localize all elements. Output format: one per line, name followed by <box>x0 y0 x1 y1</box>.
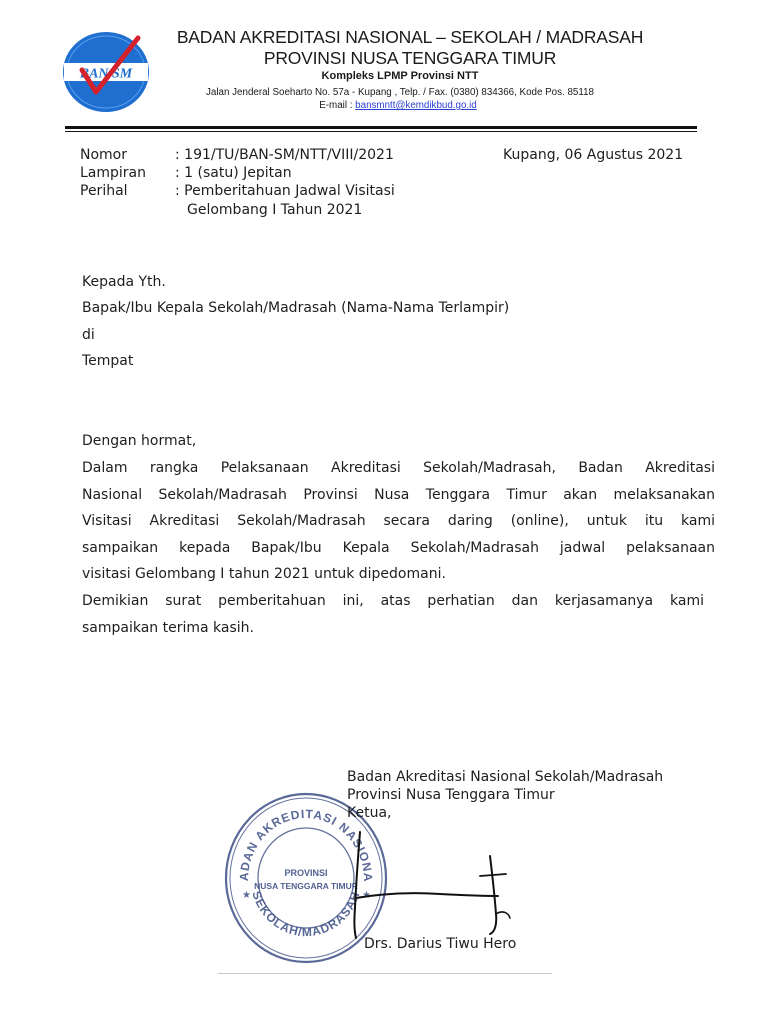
body-paragraph-1-line: Visitasi Akreditasi Sekolah/Madrasah secara daring (online), untuk itu kami <box>82 513 715 529</box>
email-label: E-mail : <box>319 100 356 111</box>
reference-value-perihal: : Pemberitahuan Jadwal Visitasi <box>175 183 395 199</box>
body-paragraph-1 <box>82 455 715 588</box>
stamp-outer-text: ADAN AKREDITASI NASIONA <box>236 806 376 883</box>
stamp-star-left: ★ <box>242 890 251 901</box>
body-paragraph-1-line: visitasi Gelombang I tahun 2021 untuk dipedomani. <box>82 566 446 582</box>
body-paragraph-2-line: sampaikan terima kasih. <box>82 619 254 636</box>
stamp-center-line1: PROVINSI <box>284 868 328 878</box>
reference-perihal-continued: Gelombang I Tahun 2021 <box>187 202 363 218</box>
signature-role: Ketua, <box>347 805 392 821</box>
email-link[interactable]: bansmntt@kemdikbud.go.id <box>355 100 477 111</box>
signatory-name: Drs. Darius Tiwu Hero <box>364 936 517 952</box>
letterhead-address: Jalan Jenderal Soeharto No. 57a - Kupang , Telp. / Fax. (0380) 834366, Kode Pos. 85118 <box>206 87 594 98</box>
body-paragraph-2 <box>82 588 715 641</box>
logo-text: BAN SM <box>79 66 133 82</box>
recipient-name: Bapak/Ibu Kepala Sekolah/Madrasah (Nama-Nama Terlampir) <box>82 300 510 316</box>
body-paragraph-1-line: Dalam rangka Pelaksanaan Akreditasi Sekolah/Madrasah, Badan Akreditasi <box>82 460 715 476</box>
recipient-place: Tempat <box>82 353 134 369</box>
signature-org-line2: Provinsi Nusa Tenggara Timur <box>347 787 555 803</box>
letterhead-title-line1: BADAN AKREDITASI NASIONAL – SEKOLAH / MADRASAH <box>176 27 644 47</box>
reference-label-lampiran: Lampiran <box>80 165 147 181</box>
body-paragraph-1-line: sampaikan kepada Bapak/Ibu Kepala Sekolah/Madrasah jadwal pelaksanaan <box>82 539 715 556</box>
salutation: Dengan hormat, <box>82 433 197 449</box>
stamp-center-line2: NUSA TENGGARA TIMUR <box>254 881 358 891</box>
letterhead-title-line2: PROVINSI NUSA TENGGARA TIMUR <box>263 48 557 68</box>
stamp-bottom-text: SEKOLAH/MADRASAH <box>249 889 363 940</box>
signature-org-line1: Badan Akreditasi Nasional Sekolah/Madrasah <box>347 769 664 785</box>
body-paragraph-2-line: Demikian surat pemberitahuan ini, atas perhatian dan kerjasamanya kami <box>82 593 704 609</box>
letterhead-email-line <box>0 100 768 111</box>
reference-label-nomor: Nomor <box>80 147 127 163</box>
recipient-di: di <box>82 327 95 343</box>
reference-value-nomor: : 191/TU/BAN-SM/NTT/VIII/2021 <box>175 147 394 163</box>
letterhead-rule-thin <box>65 131 697 132</box>
body-paragraph-1-line: Nasional Sekolah/Madrasah Provinsi Nusa Tenggara Timur akan melaksanakan <box>82 486 715 503</box>
letterhead-complex: Kompleks LPMP Provinsi NTT <box>321 70 479 82</box>
stamp-star-right: ★ <box>362 890 371 901</box>
recipient-greeting: Kepada Yth. <box>82 274 166 290</box>
reference-label-perihal: Perihal <box>80 183 128 199</box>
place-date: Kupang, 06 Agustus 2021 <box>503 147 684 163</box>
reference-value-lampiran: : 1 (satu) Jepitan <box>175 165 292 181</box>
divider <box>218 973 552 974</box>
letterhead-rule-thick <box>65 126 697 129</box>
